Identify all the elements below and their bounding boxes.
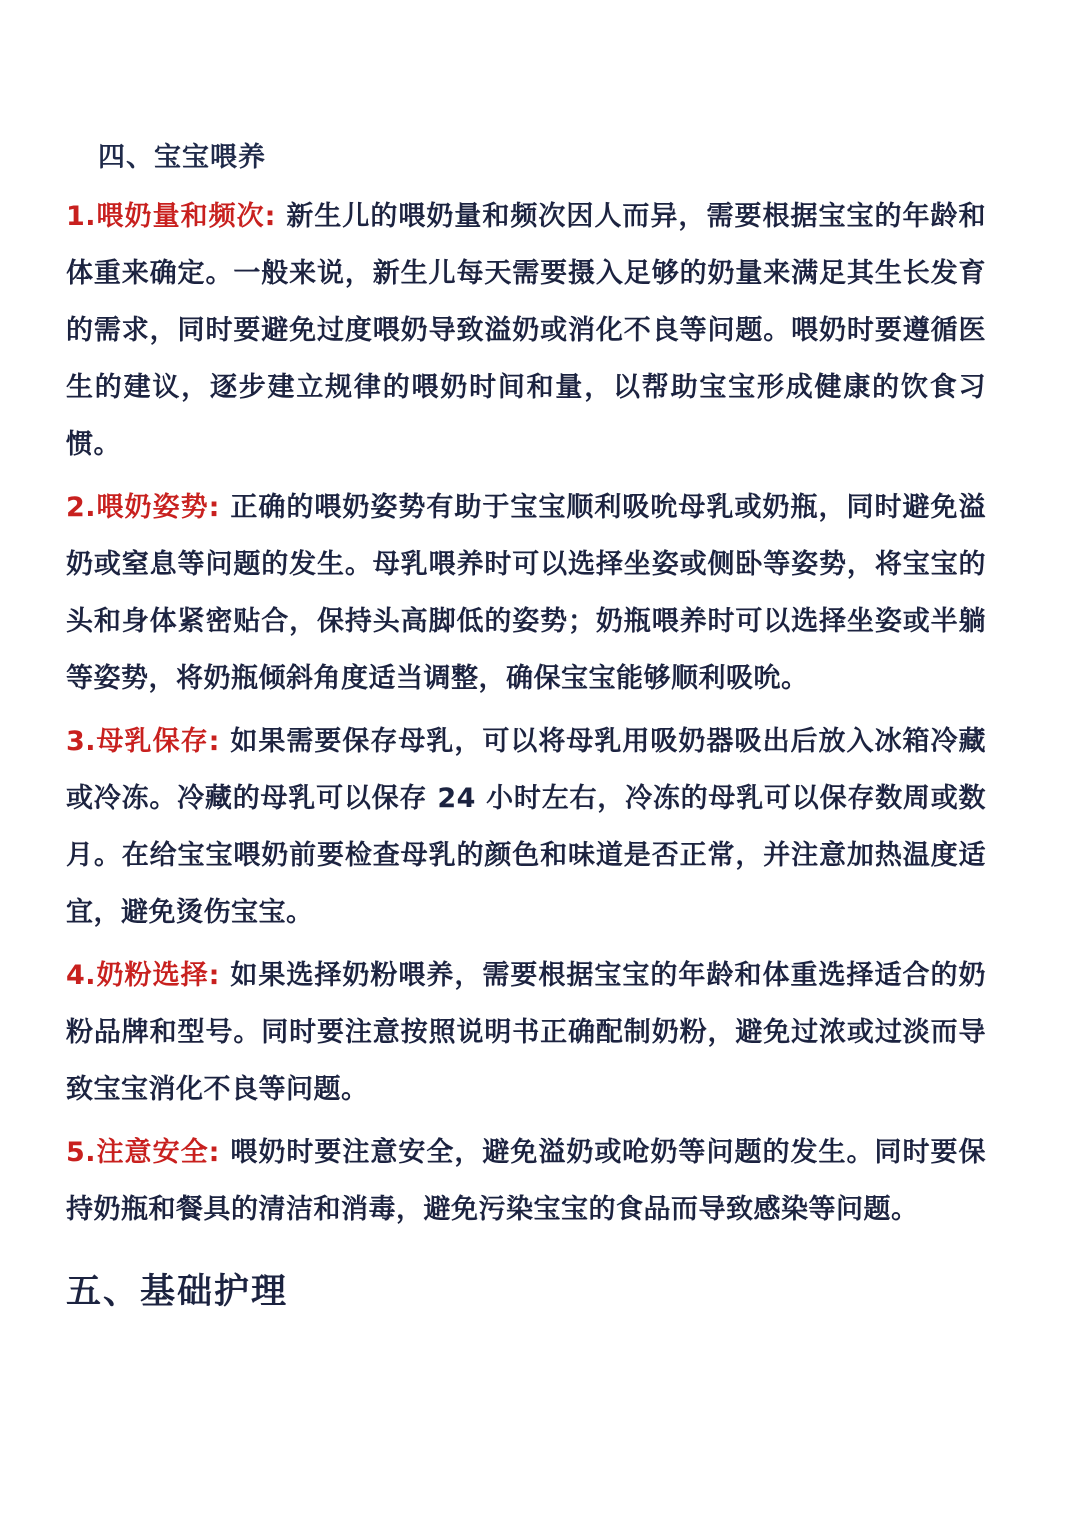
list-item-feeding-posture bbox=[66, 479, 986, 707]
list-item-formula-choice bbox=[66, 947, 986, 1118]
item-body: 新生儿的喂奶量和频次因人而异，需要根据宝宝的年龄和体重来确定。一般来说，新生儿每天需要摄入足够的奶量来满足其生长发育的需求，同时要避免过度喂奶导致溢奶或消化不良等问题。喂奶时要遵循医生的建议，逐步建立规律的喂奶时间和量，以帮助宝宝形成健康的饮食习惯。 bbox=[66, 201, 987, 460]
item-body: 如果需要保存母乳，可以将母乳用吸奶器吸出后放入冰箱冷藏或冷冻。冷藏的母乳可以保存 24 小时左右，冷冻的母乳可以保存数周或数月。在给宝宝喂奶前要检查母乳的颜色和味道是否正常，并注意加热温度适宜，避免烫伤宝宝。 bbox=[66, 726, 987, 928]
item-body: 如果选择奶粉喂养，需要根据宝宝的年龄和体重选择适合的奶粉品牌和型号。同时要注意按照说明书正确配制奶粉，避免过浓或过淡而导致宝宝消化不良等问题。 bbox=[66, 960, 987, 1105]
item-title: 2.喂奶姿势: bbox=[66, 492, 220, 523]
list-item-feeding-amount bbox=[66, 188, 986, 473]
item-title: 3.母乳保存: bbox=[66, 726, 220, 757]
item-title: 4.奶粉选择: bbox=[66, 960, 220, 991]
section-four-heading: 四、宝宝喂养 bbox=[98, 142, 266, 173]
item-title: 1.喂奶量和频次: bbox=[66, 201, 276, 232]
feeding-items-list bbox=[66, 188, 986, 1244]
item-body: 正确的喂奶姿势有助于宝宝顺利吸吮母乳或奶瓶，同时避免溢奶或窒息等问题的发生。母乳喂养时可以选择坐姿或侧卧等姿势，将宝宝的头和身体紧密贴合，保持头高脚低的姿势；奶瓶喂养时可以选择坐姿或半躺等姿势，将奶瓶倾斜角度适当调整，确保宝宝能够顺利吸吮。 bbox=[66, 492, 987, 694]
item-body: 喂奶时要注意安全，避免溢奶或呛奶等问题的发生。同时要保持奶瓶和餐具的清洁和消毒，避免污染宝宝的食品而导致感染等问题。 bbox=[66, 1137, 987, 1225]
item-title: 5.注意安全: bbox=[66, 1137, 220, 1168]
section-five-heading: 五、基础护理 bbox=[66, 1272, 289, 1312]
list-item-milk-storage bbox=[66, 713, 986, 941]
list-item-safety bbox=[66, 1124, 986, 1238]
